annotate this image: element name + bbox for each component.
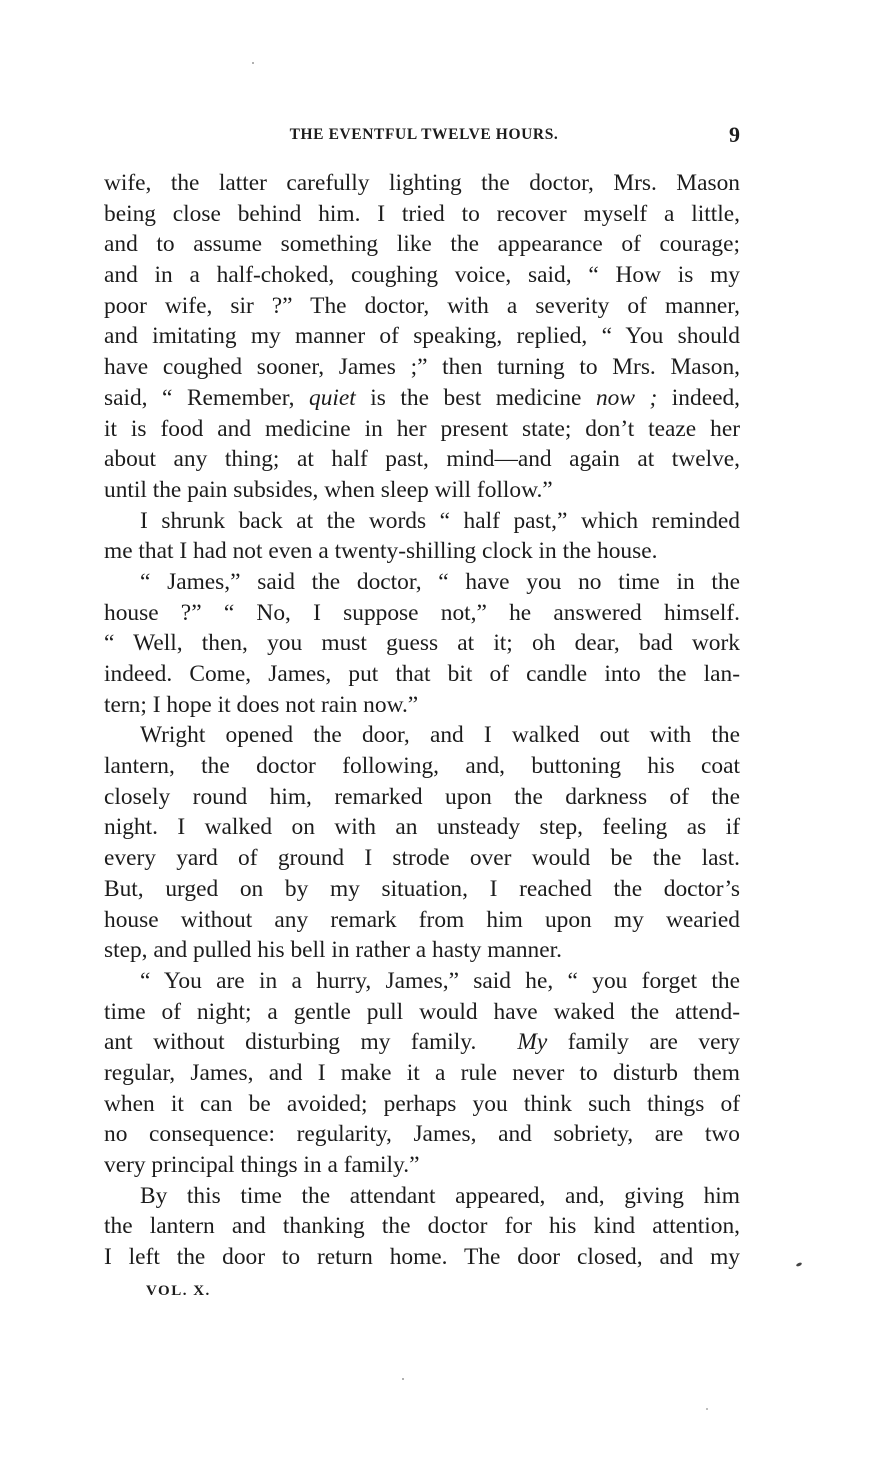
text-fragment: ant without disturbing my family. [104, 1029, 518, 1056]
text-line: night. I walked on with an unsteady step, feeling as if [104, 814, 740, 841]
italic-word: quiet [309, 384, 356, 411]
text-line: tern; I hope it does not rain now.” [104, 691, 419, 718]
ink-speck [252, 62, 254, 64]
text-line: being close behind him. I tried to recover myself a little, [104, 200, 740, 227]
text-line: very principal things in a family.” [104, 1152, 420, 1178]
text-line: every yard of ground I strode over would be the last. [104, 845, 740, 872]
text-line: time of night; a gentle pull would have waked the attend- [104, 998, 740, 1025]
text-line: indeed. Come, James, put that bit of candle into the lan- [104, 661, 740, 687]
text-line: lantern, the doctor following, and, buttoning his coat [104, 753, 740, 780]
text-fragment: family are very [547, 1029, 740, 1056]
text-line: poor wife, sir ?” The doctor, with a severity of manner, [104, 292, 740, 319]
signature-mark: VOL. X. [146, 1283, 211, 1299]
text-line: regular, James, and I make it a rule never to disturb them [104, 1059, 740, 1086]
text-line: “ Well, then, you must guess at it; oh dear, bad work [104, 630, 740, 657]
text-line: By this time the attendant appeared, and, giving him [140, 1182, 740, 1209]
text-line: no consequence: regularity, James, and sobriety, are two [104, 1121, 740, 1148]
text-line: Wright opened the door, and I walked out with the [140, 722, 740, 749]
text-line: and in a half-choked, coughing voice, said, “ How is my [104, 262, 740, 289]
text-line: and to assume something like the appearance of courage; [104, 231, 740, 258]
ink-speck [402, 1378, 404, 1380]
running-head [104, 122, 744, 152]
text-line: “ James,” said the doctor, “ have you no time in the [140, 568, 740, 595]
italic-word: My [517, 1029, 548, 1056]
text-line: when it can be avoided; perhaps you think such things of [104, 1090, 740, 1117]
italic-word: now ; [595, 384, 658, 411]
text-line: But, urged on by my situation, I reached the doctor’s [104, 875, 740, 902]
text-line [104, 1027, 740, 1058]
page-number: 9 [729, 122, 740, 147]
text-line: wife, the latter carefully lighting the doctor, Mrs. Mason [104, 170, 740, 196]
text-line: the lantern and thanking the doctor for his kind attention, [104, 1213, 740, 1240]
text-fragment: is the best medicine [355, 384, 596, 411]
text-line: closely round him, remarked upon the darkness of the [104, 783, 740, 810]
text-line [104, 383, 740, 414]
text-line: I shrunk back at the words “ half past,” which reminded [140, 507, 740, 534]
text-line: house without any remark from him upon my wearied [104, 906, 740, 933]
text-fragment: indeed, [657, 384, 740, 411]
ink-speck [796, 1262, 803, 1267]
text-line: “ You are in a hurry, James,” said he, “ you forget the [140, 967, 740, 994]
text-line: about any thing; at half past, mind—and again at twelve, [104, 446, 740, 473]
text-fragment: said, “ Remember, [104, 384, 309, 411]
text-line: house ?” “ No, I suppose not,” he answered himself. [104, 599, 740, 626]
body-text [104, 168, 740, 1273]
running-title: THE EVENTFUL TWELVE HOURS. [289, 126, 559, 143]
text-line: me that I had not even a twenty-shilling clock in the house. [104, 538, 658, 565]
text-line: it is food and medicine in her present state; don’t teaze her [104, 415, 740, 442]
text-line: until the pain subsides, when sleep will follow.” [104, 476, 553, 503]
ink-speck [706, 1408, 708, 1410]
text-line: and imitating my manner of speaking, replied, “ You should [104, 323, 740, 350]
text-line: have coughed sooner, James ;” then turning to Mrs. Mason, [104, 354, 740, 381]
text-line: I left the door to return home. The door closed, and my [104, 1244, 740, 1271]
text-line: step, and pulled his bell in rather a hasty manner. [104, 937, 562, 964]
